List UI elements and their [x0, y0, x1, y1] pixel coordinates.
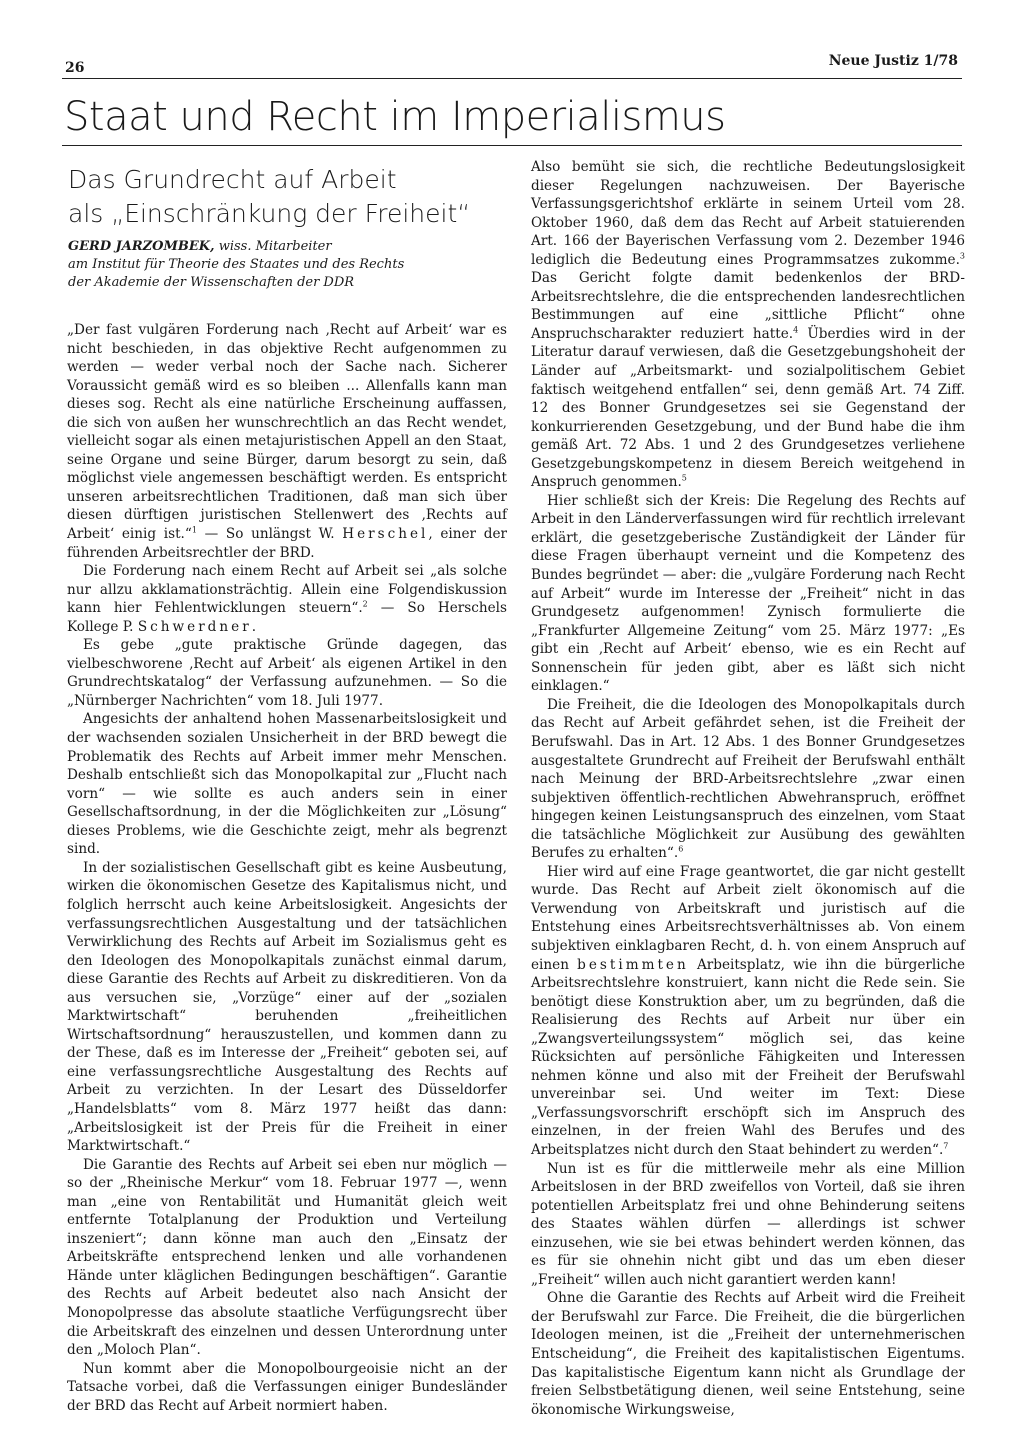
paragraph: Hier wird auf eine Frage geantwortet, die gar nicht gestellt wurde. Das Recht auf Arbeit zielt ökonomisch auf die Verwendung von Arbeitskraft und juristisch auf die Entstehung eines Arbeitsrechtsverhältnisses ab. Von einem subjektiven einklagbaren Recht, d. h. von einem Anspruch auf einen bestimmten Arbeitsplatz, wie ihn die bürgerliche Arbeitsrechtslehre konstruiert, kann nicht die Rede sein. Sie benötigt diese Konstruktion aber, um zu begründen, daß die Realisierung des Rechts auf Arbeit nur über ein „Zwangsverteilungssystem“ möglich sei, das keine Rücksichten auf persönliche Fähigkeiten und Interessen nehmen könne und also mit der Freiheit der Berufswahl unvereinbar sei. Und weiter im Text: Diese „Verfassungsvorschrift erschöpft sich im Anspruch des einzelnen, in der freien Wahl des Berufes und des Arbeitsplatzes nicht durch den Staat behindert zu werden“.$^7$	[531, 863, 965, 1158]
paragraph: Ohne die Garantie des Rechts auf Arbeit wird die Freiheit der Berufswahl zur Farce. Die Freiheit, die die bürgerlichen Ideologen meinen, ist die „Freiheit der unternehmerischen Entscheidung“, die Freiheit des kapitalistischen Eigentums. Das kapitalistische Eigentum kann nicht als Grundlage der freien Selbstbetätigung dienen, weil seine Entstehung, seine ökonomische Wirkungsweise,	[531, 1290, 965, 1418]
paragraph: In der sozialistischen Gesellschaft gibt es keine Ausbeutung, wirken die ökonomischen Gesetze des Kapitalismus nicht, und folglich herrscht auch keine Arbeitslosigkeit. Angesichts der verfassungsrechtlichen Ausgestaltung und der tatsächlichen Verwirklichung des Rechts auf Arbeit im Sozialismus geht es den Ideologen des Monopolkapitals zunächst einmal darum, diese Garantie des Rechts auf Arbeit zu diskreditieren. Von da aus versuchen sie, „Vorzüge“ einer auf der „sozialen Marktwirtschaft“ beruhenden „freiheitlichen Wirtschaftsordnung“ herauszustellen, und kommen dann zu der These, daß es im Interesse der „Freiheit“ geboten sei, auf eine verfassungsrechtliche Ausgestaltung des Rechts auf Arbeit zu verzichten. In der Lesart des Düsseldorfer „Handelsblatts“ vom 8. März 1977 heißt das dann: „Arbeitslosigkeit ist der Preis für die Freiheit in einer Marktwirtschaft.“	[67, 859, 507, 1155]
paragraph: „Der fast vulgären Forderung nach ‚Recht auf Arbeit‘ war es nicht beschieden, in das objektive Recht aufgenommen zu werden — weder verbal noch der Sache nach. Sicherer Voraussicht gemäß wird es so bleiben ... Allenfalls kann man dieses sog. Recht als eine natürliche Erscheinung auffassen, die sich von außen her wunschrechtlich an das Recht wendet, vielleicht sogar als einen metajuristischen Appell an den Staat, seine Organe und seine Bürger, darum besorgt zu sein, daß möglichst viele angemessen beschäftigt werden. Es entspricht unseren arbeitsrechtlichen Traditionen, daß man sich über diesen dürftigen juristischen Stellenwert des ‚Rechts auf Arbeit‘ einig ist.“$^1$ — So unlängst W. Herschel, einer der führenden Arbeitsrechtler der BRD.	[67, 322, 507, 561]
footnote-ref: 1	[191, 525, 197, 535]
paragraph: Also bemüht sie sich, die rechtliche Bedeutungslosigkeit dieser Regelungen nachzuweisen. Der Bayerische Verfassungsgerichtshof erklärte in seinem Urteil vom 28. Oktober 1960, daß dem das Recht auf Arbeit statuierenden Art. 166 der Bayerischen Verfassung vom 2. Dezember 1946 lediglich die Bedeutung eines Programmsatzes zukomme.$^3$ Das Gericht folgte damit bedenkenlos der BRD-Arbeitsrechtslehre, die die entsprechenden landesrechtlichen Bestimmungen auf eine „sittliche Pflicht“ ohne Anspruchscharakter reduziert hatte.$^4$ Überdies wird in der Literatur darauf verwiesen, daß die Gesetzgebungshoheit der Länder auf „Arbeitsmarkt- und sozialpolitischem Gebiet faktisch weitgehend entfallen“ sei, denn gemäß Art. 74 Ziff. 12 des Bonner Grundgesetzes sei sie Gegenstand der konkurrierenden Gesetzgebung, und der Bund habe die ihm gemäß Art. 72 Abs. 1 und 2 des Grundgesetzes verliehene Gesetzgebungskompetenz in diesem Bereich weitgehend in Anspruch genommen.$^5$	[531, 159, 965, 491]
section-title: Staat und Recht im Imperialismus	[64, 94, 726, 140]
footnote-ref: 3	[959, 251, 965, 261]
footnote-ref: 4	[793, 325, 799, 335]
article-title-line2: als „Einschränkung der Freiheit“	[68, 199, 471, 228]
paragraph: Nun kommt aber die Monopolbourgeoisie nicht an der Tatsache vorbei, daß die Verfassungen einiger Bundesländer der BRD das Recht auf Arbeit normiert haben.	[67, 1360, 507, 1414]
paragraph: Die Freiheit, die die Ideologen des Monopolkapitals durch das Recht auf Arbeit gefährdet sehen, ist die Freiheit der Berufswahl. Das in Art. 12 Abs. 1 des Bonner Grundgesetzes ausgestaltete Grundrecht auf Freiheit der Berufswahl enthält nach Meinung der BRD-Arbeitsrechtslehre „zwar einen subjektiven öffentlich-rechtlichen Abwehranspruch, eröffnet hingegen keinen Leistungsanspruch des einzelnen, vom Staat die tatsächliche Möglichkeit zur Ausübung des gewählten Berufes zu erhalten“.$^6$	[531, 696, 965, 862]
paragraph: Die Forderung nach einem Recht auf Arbeit sei „als solche nur allzu akklamationsträchtig. Allein eine Folgendiskussion kann hier Fehlentwicklungen steuern“.$^2$ — So Herschels Kollege P. Schwerdner.	[67, 563, 507, 635]
author-institute-line2: der Akademie der Wissenschaften der DDR	[68, 275, 355, 290]
author-block	[68, 238, 508, 292]
footnote-ref: 2	[362, 599, 368, 609]
paragraph: Angesichts der anhaltend hohen Massenarbeitslosigkeit und der wachsenden sozialen Unsicherheit in der BRD bewegt die Problematik des Rechts auf Arbeit immer mehr Menschen. Deshalb entschließt sich das Monopolkapital zur „Flucht nach vorn“ — wie sollte es auch anders sein in einer Gesellschaftsordnung, in der die Möglichkeiten zur „Lösung“ dieses Problems, wie die Geschichte zeigt, mehr als begrenzt sind.	[67, 711, 507, 858]
spaced-name: Herschel	[342, 526, 429, 543]
author-name: GERD JARZOMBEK,	[68, 239, 215, 254]
left-column	[67, 321, 507, 1415]
author-line	[68, 238, 508, 256]
page-number: 26	[65, 60, 85, 76]
article-title-line1: Das Grundrecht auf Arbeit	[68, 165, 397, 194]
author-role: wiss. Mitarbeiter	[214, 239, 332, 254]
footnote-ref: 7	[943, 1141, 949, 1151]
right-column	[531, 158, 965, 1419]
paragraph: Es gebe „gute praktische Gründe dagegen, das vielbeschworene ‚Recht auf Arbeit‘ als eigenen Artikel in den Grundrechtskatalog“ der Verfassung aufzunehmen. — So die „Nürnberger Nachrichten“ vom 18. Juli 1977.	[67, 637, 507, 709]
article-title	[68, 163, 498, 231]
paragraph: Nun ist es für die mittlerweile mehr als eine Million Arbeitslosen in der BRD zweifellos von Vorteil, daß sie ihren potentiellen Arbeitsplatz frei und ohne Behinderung seitens des Staates wählen dürfen — allerdings ist schwer einzusehen, wie sie bei etwas behindert werden können, das es für sie ohnehin nicht gibt und das um eben dieser „Freiheit“ willen auch nicht garantiert werden kann!	[531, 1160, 965, 1288]
spaced-word: bestimmten	[577, 956, 689, 973]
spaced-name: Schwerdner	[137, 618, 252, 635]
paragraph: Hier schließt sich der Kreis: Die Regelung des Rechts auf Arbeit in den Länderverfassungen wird für rechtlich irrelevant erklärt, die gesetzgeberische Zuständigkeit der Länder für diese Fragen überhaupt verneint und die Kompetenz des Bundes begründet — aber: die „vulgäre Forderung nach Recht auf Arbeit“ wurde im Interesse der „Freiheit“ nicht in das Grundgesetz aufgenommen! Zynisch formulierte die „Frankfurter Allgemeine Zeitung“ vom 25. März 1977: „Es gibt ein ‚Recht auf Arbeit‘ ebenso, wie es ein Recht auf Sonnenschein für jeden gibt, aber es läßt sich nicht einklagen.“	[531, 492, 965, 695]
footnote-ref: 5	[681, 473, 687, 483]
footnote-ref: 6	[678, 844, 684, 854]
journal-name: Neue Justiz 1/78	[828, 53, 958, 69]
section-rule	[62, 145, 962, 146]
paragraph: Die Garantie des Rechts auf Arbeit sei eben nur möglich — so der „Rheinische Merkur“ vom 18. Februar 1977 —, wenn man „eine von Rentabilität und Humanität gleich weit entfernte Totalplanung der Produktion und Verteilung inszeniert“; dann könne man auch den „Einsatz der Arbeitskräfte entsprechend lenken und alle vorhandenen Hände unter kläglichen Bedingungen beschäftigen“. Garantie des Rechts auf Arbeit bedeutet also nach Ansicht der Monopolpresse das absolute staatliche Verfügungsrecht über die Arbeitskraft des einzelnen und dessen Unterordnung unter den „Moloch Plan“.	[67, 1156, 507, 1359]
author-institute-line1: am Institut für Theorie des Staates und des Rechts	[68, 257, 405, 272]
header-rule	[62, 78, 962, 79]
